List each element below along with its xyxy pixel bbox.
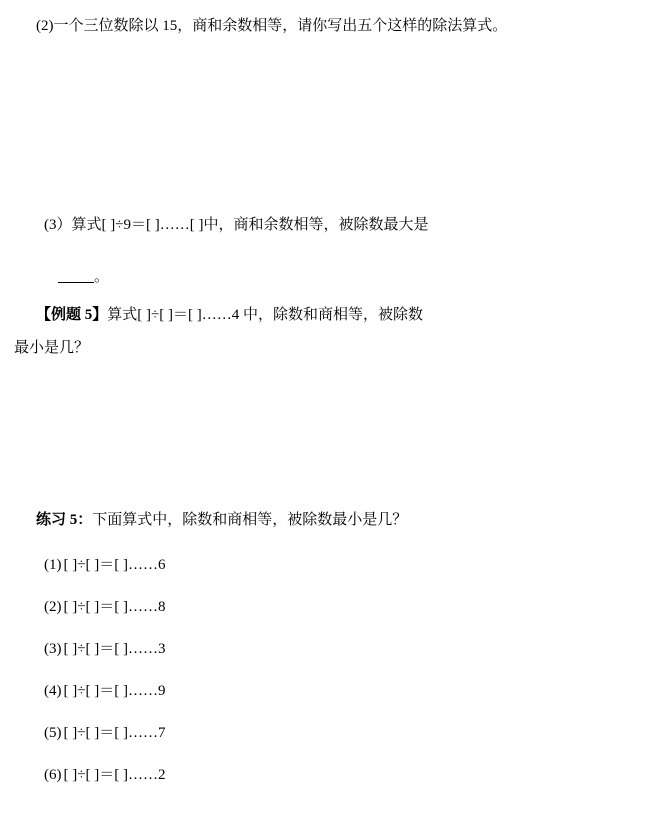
practice-5-label: 练习 5：: [36, 512, 93, 528]
practice-item-3-number: (3): [44, 641, 62, 657]
practice-item-5-expression: [ ]÷[ ]＝[ ]……7: [63, 725, 166, 741]
practice-item-1-expression: [ ]÷[ ]＝[ ]……6: [63, 557, 166, 573]
practice-item-4-number: (4): [44, 683, 62, 699]
example-5-label: 【例题 5】: [36, 307, 108, 323]
practice-item-1-number: (1): [44, 557, 62, 573]
practice-item-6-expression: [ ]÷[ ]＝[ ]……2: [63, 767, 166, 783]
practice-item-1: [44, 553, 165, 574]
practice-5-heading: [36, 510, 407, 530]
practice-item-6: [44, 763, 165, 784]
answer-blank: [58, 282, 94, 283]
practice-item-6-number: (6): [44, 767, 62, 783]
practice-item-4: [44, 679, 165, 700]
practice-item-5: [44, 721, 165, 742]
question-2: (2)一个三位数除以 15，商和余数相等，请你写出五个这样的除法算式。: [36, 18, 508, 34]
practice-item-5-number: (5): [44, 725, 62, 741]
practice-item-3-expression: [ ]÷[ ]＝[ ]……3: [63, 641, 166, 657]
example-5-line-1: 算式[ ]÷[ ]＝[ ]……4 中，除数和商相等，被除数: [107, 307, 423, 323]
practice-item-3: [44, 637, 165, 658]
question-3-line-1: (3）算式[ ]÷9＝[ ]……[ ]中，商和余数相等，被除数最大是: [44, 217, 429, 233]
practice-item-2-number: (2): [44, 599, 62, 615]
practice-item-4-expression: [ ]÷[ ]＝[ ]……9: [63, 683, 166, 699]
example-5-heading-line: [36, 305, 423, 325]
example-5-line-2: 最小是几？: [14, 340, 90, 356]
question-3-line-2: [58, 267, 109, 287]
practice-5-text: 下面算式中，除数和商相等，被除数最小是几？: [92, 512, 408, 528]
question-3-line-2-text: 。: [94, 269, 110, 285]
practice-item-2: [44, 595, 165, 616]
practice-item-2-expression: [ ]÷[ ]＝[ ]……8: [63, 599, 166, 615]
